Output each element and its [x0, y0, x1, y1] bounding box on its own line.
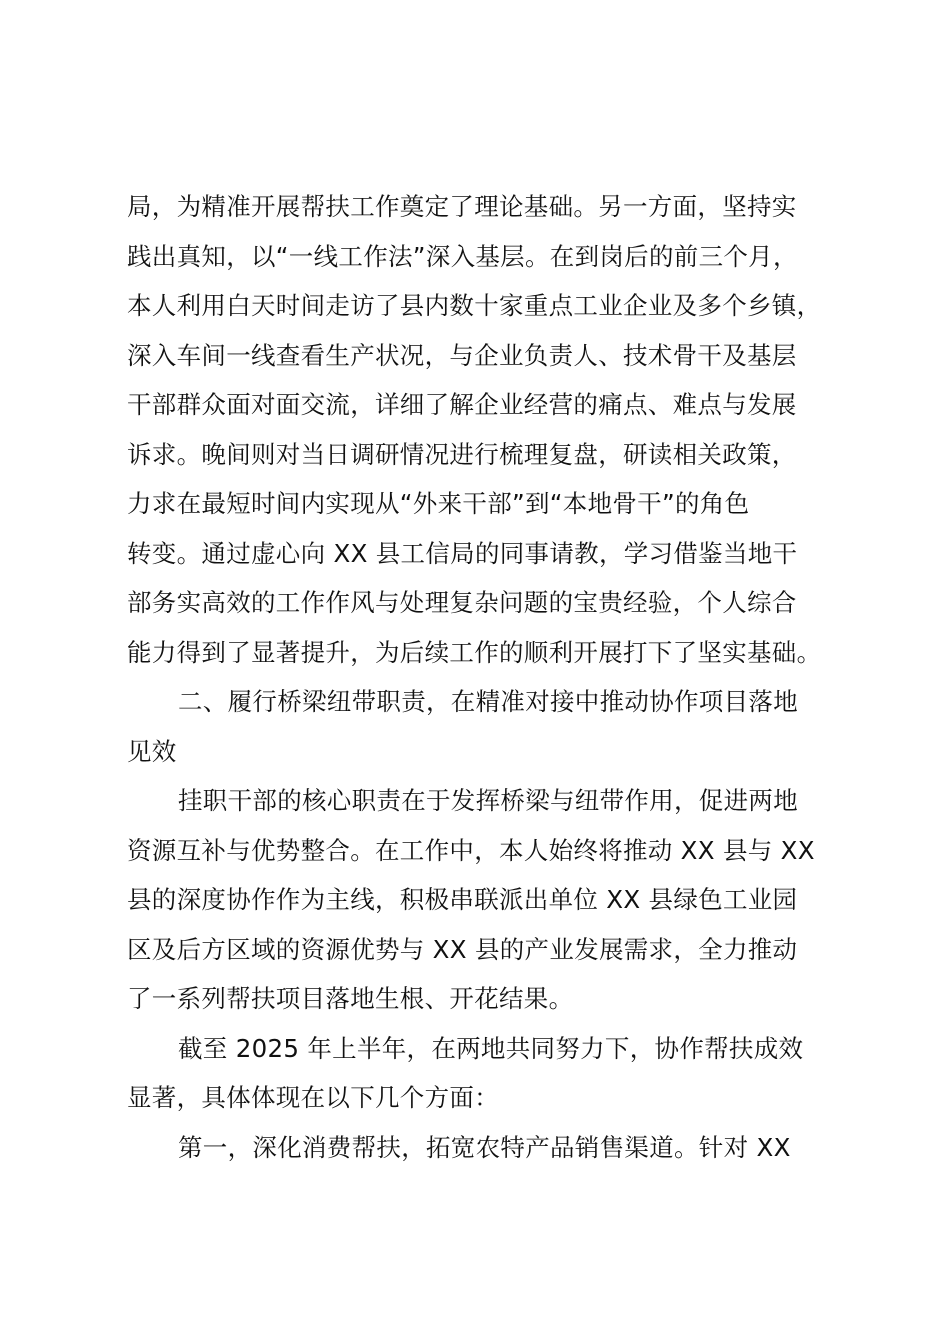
paragraph-line: 践出真知，以“一线工作法”深入基层。在到岗后的前三个月，: [127, 241, 798, 271]
paragraph-line: 能力得到了显著提升，为后续工作的顺利开展打下了坚实基础。: [127, 637, 822, 667]
paragraph-line: 干部群众面对面交流，详细了解企业经营的痛点、难点与发展: [127, 390, 797, 419]
paragraph-line: 局，为精准开展帮扶工作奠定了理论基础。另一方面，坚持实: [127, 192, 797, 221]
paragraph-line: 截至 2025 年上半年，在两地共同努力下，协作帮扶成效: [178, 1033, 804, 1063]
paragraph-line: 部务实高效的工作作风与处理复杂问题的宝贵经验，个人综合: [127, 588, 797, 617]
paragraph-line: 县的深度协作作为主线，积极串联派出单位 XX 县绿色工业园: [127, 885, 798, 914]
document-body: [127, 182, 847, 1172]
section-heading-continuation: 见效: [127, 736, 177, 766]
paragraph-line: 资源互补与优势整合。在工作中，本人始终将推动 XX 县与 XX: [127, 835, 815, 865]
paragraph-line: 挂职干部的核心职责在于发挥桥梁与纽带作用，促进两地: [178, 786, 798, 815]
paragraph-line: 显著，具体体现在以下几个方面：: [127, 1083, 499, 1112]
paragraph-line: 力求在最短时间内实现从“外来干部”到“本地骨干”的角色: [127, 489, 750, 518]
paragraph-line: 第一，深化消费帮扶，拓宽农特产品销售渠道。针对 XX: [178, 1132, 791, 1162]
paragraph-line: 本人利用白天时间走访了县内数十家重点工业企业及多个乡镇，: [127, 291, 822, 320]
paragraph-line: 区及后方区域的资源优势与 XX 县的产业发展需求，全力推动: [127, 934, 798, 964]
section-heading: 二、履行桥梁纽带职责，在精准对接中推动协作项目落地: [178, 687, 798, 716]
paragraph-line: 深入车间一线查看生产状况，与企业负责人、技术骨干及基层: [127, 340, 797, 370]
paragraph-line: 诉求。晚间则对当日调研情况进行梳理复盘，研读相关政策，: [127, 439, 797, 469]
paragraph-line: 了一系列帮扶项目落地生根、开花结果。: [127, 984, 574, 1013]
paragraph-line: 转变。通过虚心向 XX 县工信局的同事请教，学习借鉴当地干: [127, 538, 798, 568]
